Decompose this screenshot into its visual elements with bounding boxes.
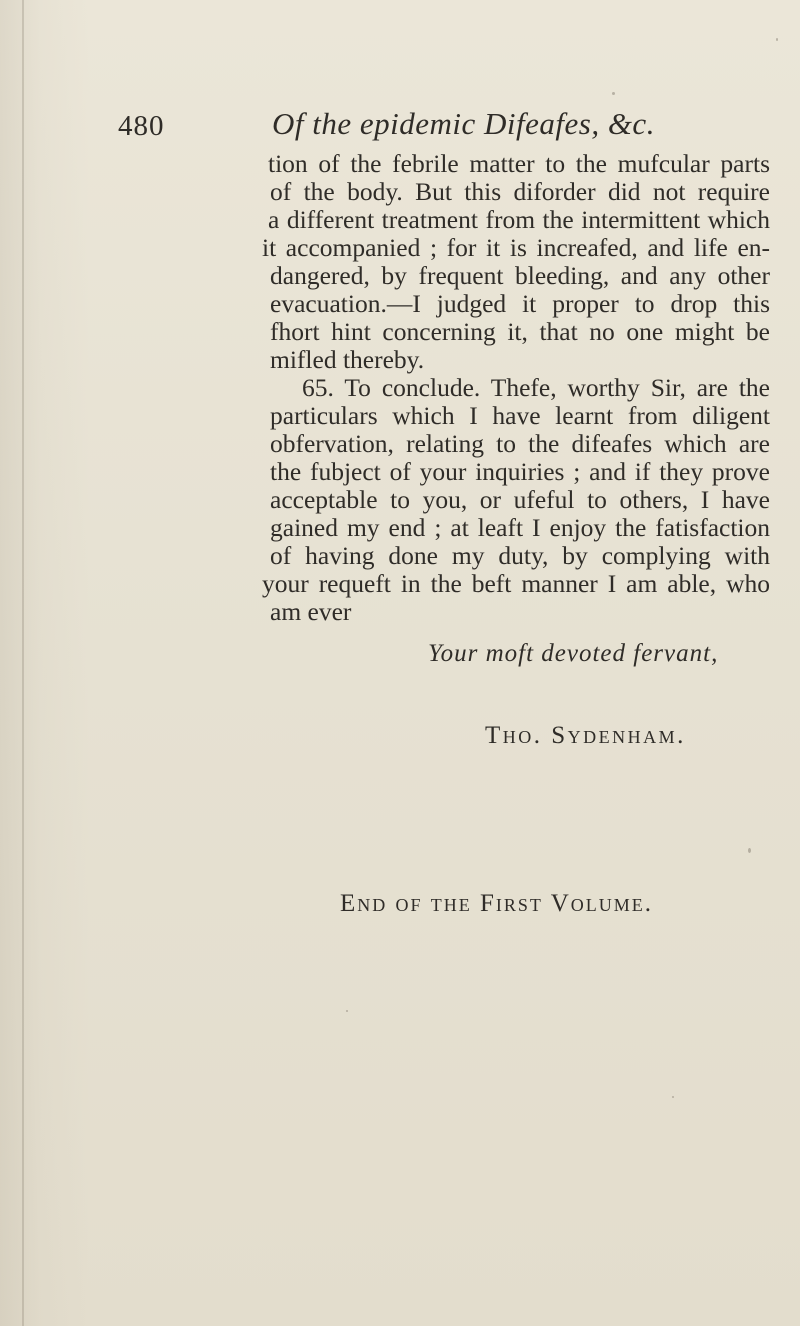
text-line: a different treatment from the intermittent which <box>268 205 770 234</box>
page-number: 480 <box>118 110 165 142</box>
text-line: fhort hint concerning it, that no one might be <box>270 317 770 346</box>
author-signature: Tho. Sydenham. <box>485 722 686 749</box>
text-line: evacuation.—I judged it proper to drop this <box>270 289 770 318</box>
text-line: dangered, by frequent bleeding, and any other <box>270 261 770 290</box>
paper-speck <box>612 92 615 95</box>
body-text <box>262 149 770 626</box>
text-line: acceptable to you, or ufeful to others, I have <box>270 485 770 514</box>
text-line: am ever <box>270 597 352 626</box>
text-line: of having done my duty, by complying with <box>270 541 770 570</box>
running-head: Of the epidemic Difeafes, &c. <box>272 106 655 141</box>
paper-speck <box>672 1096 674 1098</box>
closing-salutation: Your moft devoted fervant, <box>428 640 719 667</box>
text-line: 65. To conclude. Thefe, worthy Sir, are the <box>302 373 770 402</box>
text-line: obfervation, relating to the difeafes which are <box>270 429 770 458</box>
text-line: tion of the febrile matter to the mufcular parts <box>268 149 770 178</box>
end-of-volume-note: End of the First Volume. <box>340 890 654 917</box>
paper-speck <box>748 848 751 853</box>
paper-speck <box>346 1010 348 1012</box>
text-line: your requeft in the beft manner I am able, who <box>262 569 770 598</box>
text-line: particulars which I have learnt from diligent <box>270 401 770 430</box>
paper-speck <box>776 38 778 41</box>
text-line: mifled thereby. <box>270 345 425 374</box>
text-line: the fubject of your inquiries ; and if they prove <box>270 457 770 486</box>
text-line: it accompanied ; for it is increafed, and life en- <box>262 233 770 262</box>
text-line: of the body. But this diforder did not require <box>270 177 770 206</box>
text-line: gained my end ; at leaft I enjoy the fatisfaction <box>270 513 770 542</box>
page-gutter-shadow <box>22 0 24 1326</box>
